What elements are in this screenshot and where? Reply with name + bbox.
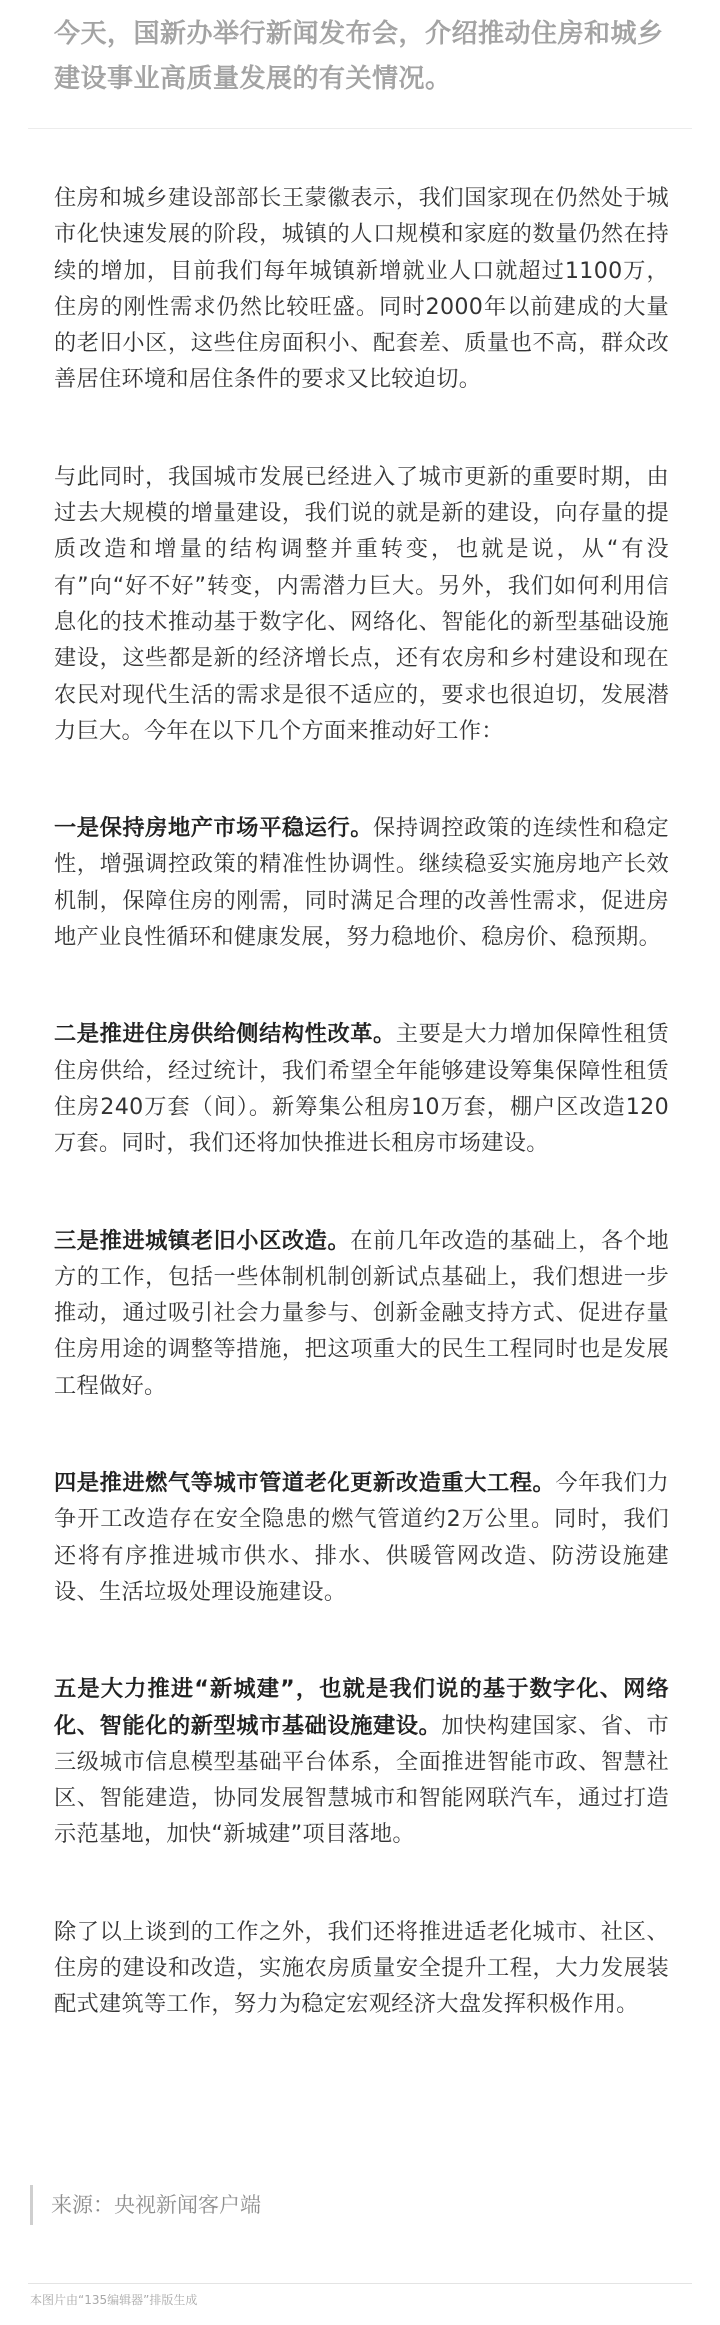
footer-divider: [28, 2283, 692, 2284]
paragraph: [54, 1914, 669, 2023]
paragraph: [54, 1465, 669, 1610]
paragraph-text: 住房和城乡建设部部长王蒙徽表示，我们国家现在仍然处于城市化快速发展的阶段，城镇的人口规模和家庭的数量仍然在持续的增加，目前我们每年城镇新增就业人口就超过1100万，住房的刚性需求仍然比较旺盛。同时2000年以前建成的大量的老旧小区，这些住房面积小、配套差、质量也不高，群众改善居住环境和居住条件的要求又比较迫切。: [54, 185, 669, 393]
paragraph-text: 保持调控政策的连续性和稳定性，增强调控政策的精准性协调性。继续稳妥实施房地产长效机制，保障住房的刚需，同时满足合理的改善性需求，促进房地产业良性循环和健康发展，努力稳地价、稳房价、稳预期。: [54, 815, 669, 951]
paragraph-lead: 一是保持房地产市场平稳运行。: [54, 815, 374, 842]
intro-text: 今天，国新办举行新闻发布会，介绍推动住房和城乡建设事业高质量发展的有关情况。: [54, 19, 664, 94]
paragraph-text: 在前几年改造的基础上，各个地方的工作，包括一些体制机制创新试点基础上，我们想进一步推动，通过吸引社会力量参与、创新金融支持方式、促进存量住房用途的调整等措施，把这项重大的民生工程同时也是发展工程做好。: [54, 1227, 670, 1399]
paragraph: [54, 180, 669, 398]
paragraph-text: 除了以上谈到的工作之外，我们还将推进适老化城市、社区、住房的建设和改造，实施农房质量安全提升工程，大力发展装配式建筑等工作，努力为稳定宏观经济大盘发挥积极作用。: [54, 1918, 669, 2018]
paragraph: [54, 1671, 669, 1852]
paragraph: [54, 1223, 669, 1404]
intro-block: [0, 0, 720, 128]
paragraph-text: 加快构建国家、省、市三级城市信息模型基础平台体系，全面推进智能市政、智慧社区、智能建造，协同发展智慧城市和智能网联汽车，通过打造示范基地，加快“新城建”项目落地。: [54, 1712, 669, 1848]
paragraph-text: 与此同时，我国城市发展已经进入了城市更新的重要时期，由过去大规模的增量建设，我们说的就是新的建设，向存量的提质改造和增量的结构调整并重转变，也就是说，从“有没有”向“好不好”转变，内需潜力巨大。另外，我们如何利用信息化的技术推动基于数字化、网络化、智能化的新型基础设施建设，这些都是新的经济增长点，还有农房和乡村建设和现在农民对现代生活的需求是很不适应的，要求也很迫切，发展潜力巨大。今年在以下几个方面来推动好工作：: [54, 463, 669, 744]
paragraph-lead: 五是大力推进“新城建”，也就是我们说的基于数字化、网络化、智能化的新型城市基础设施建设。: [54, 1676, 669, 1739]
source-credit: 来源：央视新闻客户端: [30, 2185, 690, 2225]
paragraph-lead: 四是推进燃气等城市管道老化更新改造重大工程。: [54, 1470, 556, 1497]
paragraph-text: 今年我们力争开工改造存在安全隐患的燃气管道约2万公里。同时，我们还将有序推进城市供水、排水、供暖管网改造、防涝设施建设、生活垃圾处理设施建设。: [54, 1470, 670, 1605]
paragraph-lead: 二是推进住房供给侧结构性改革。: [54, 1021, 396, 1048]
paragraph-lead: 三是推进城镇老旧小区改造。: [54, 1227, 351, 1254]
paragraph: [54, 459, 669, 749]
paragraph: [54, 810, 669, 955]
paragraph: [54, 1016, 669, 1161]
footer-note: 本图片由“135编辑器”排版生成: [30, 2293, 198, 2307]
paragraph-text: 主要是大力增加保障性租赁住房供给，经过统计，我们希望全年能够建设筹集保障性租赁住房240万套（间）。新筹集公租房10万套，棚户区改造120万套。同时，我们还将加快推进长租房市场建设。: [54, 1021, 669, 1157]
intro-divider: [28, 128, 692, 129]
article-body: [54, 180, 669, 2084]
